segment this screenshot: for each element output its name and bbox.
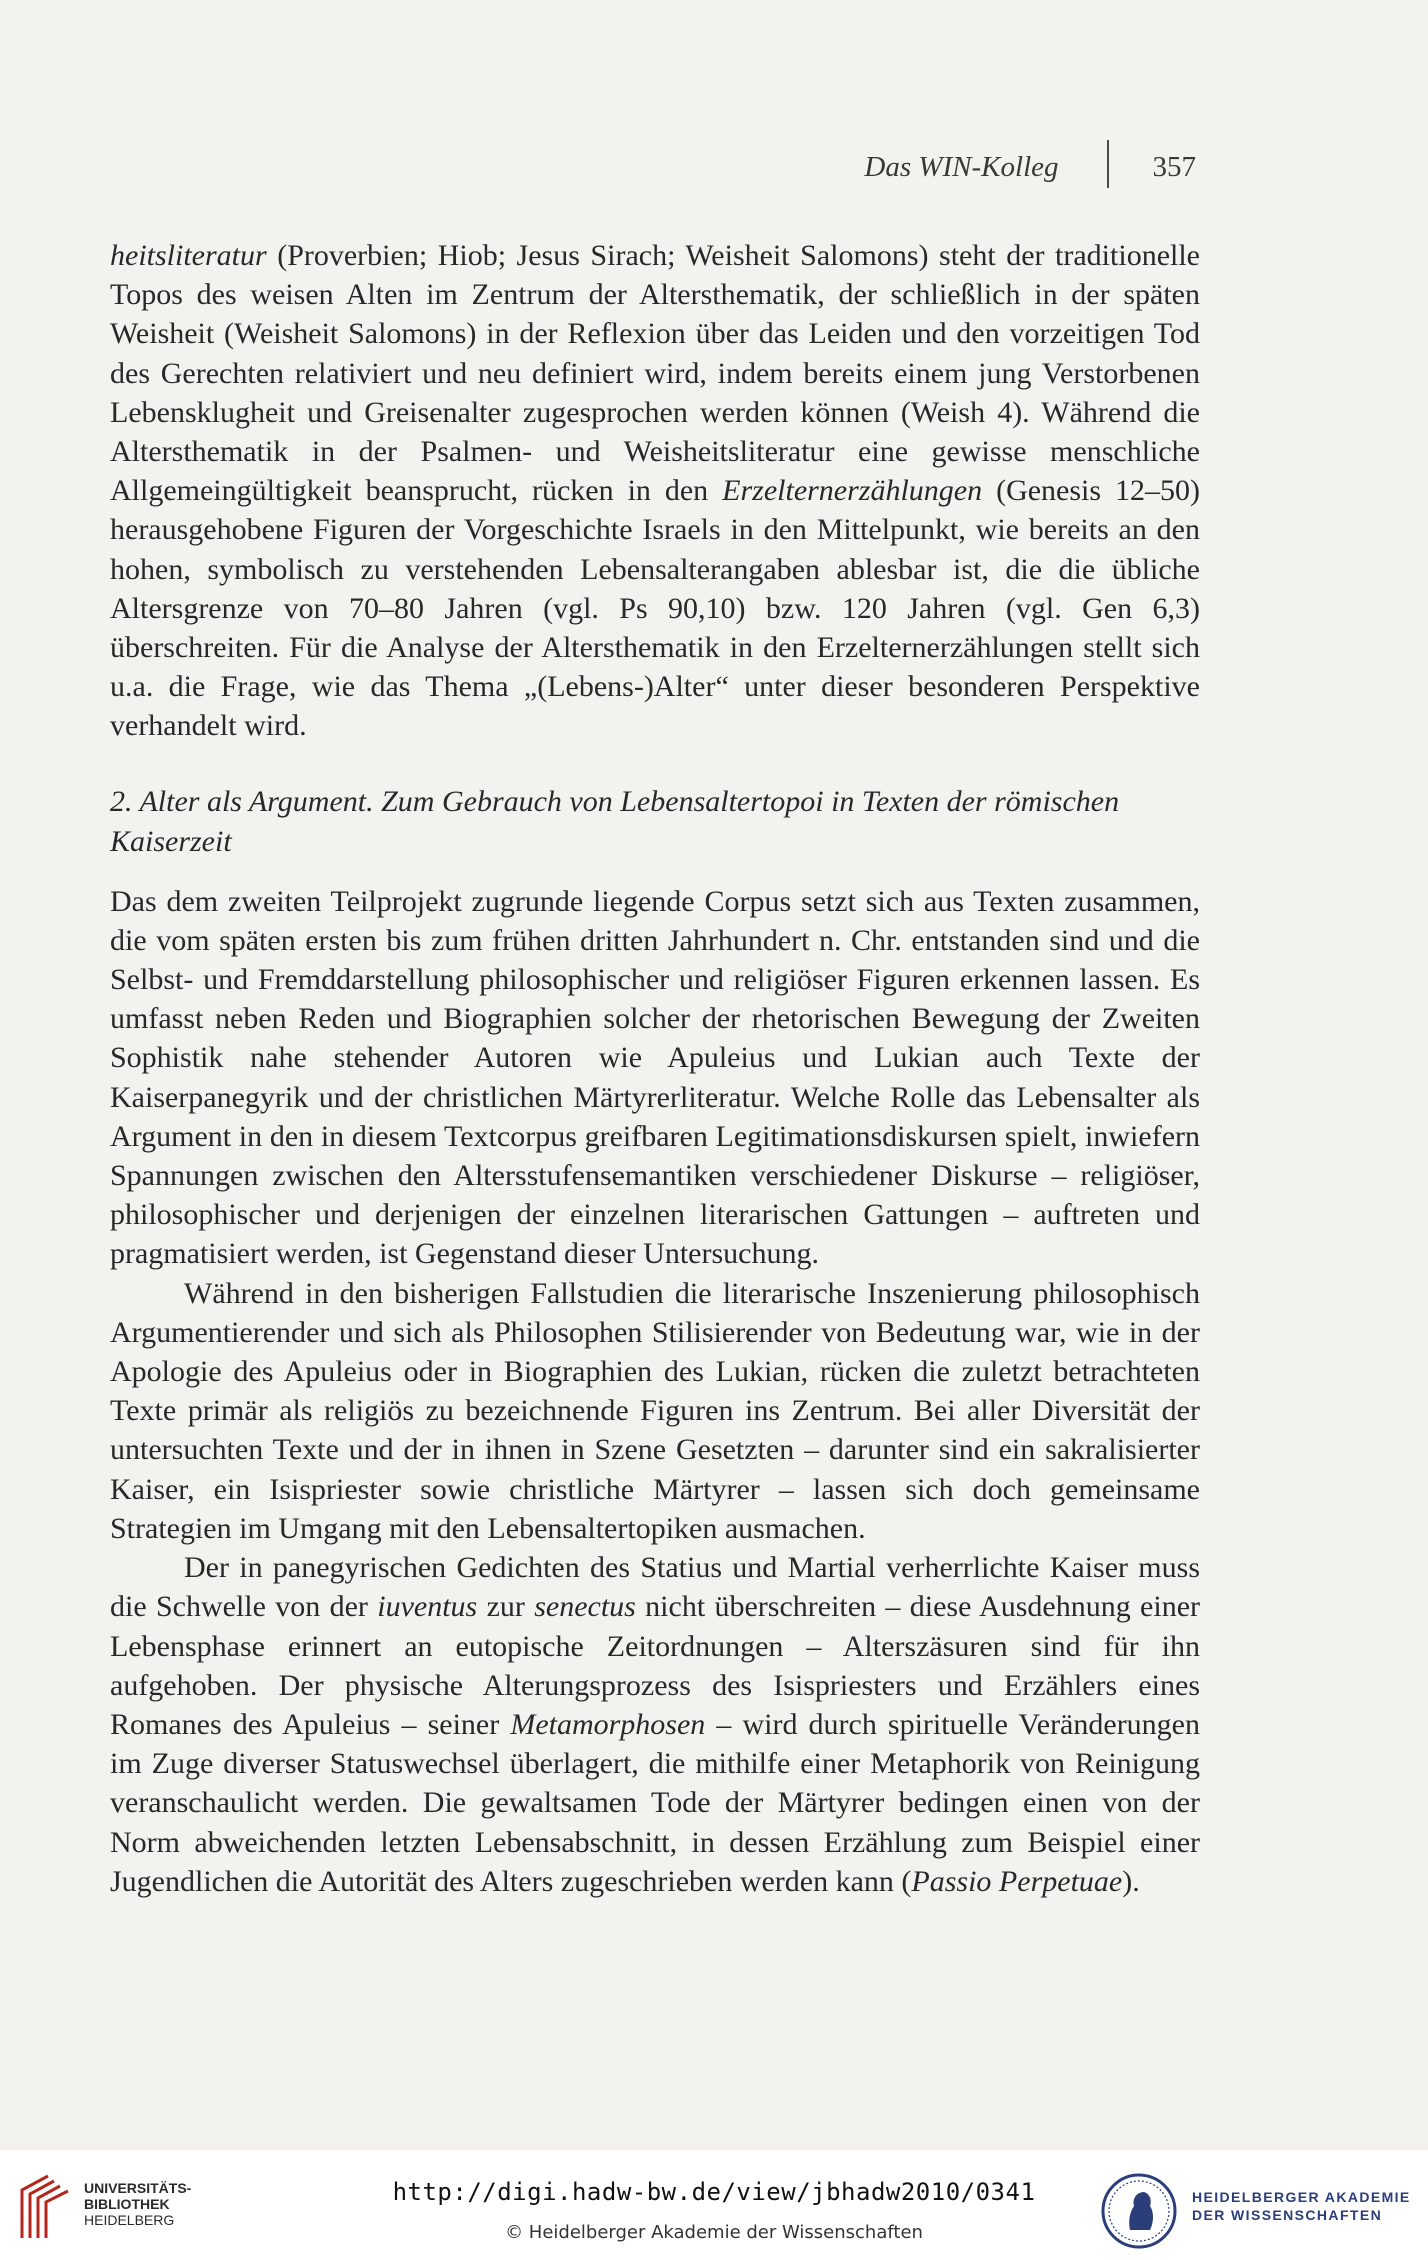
running-head-divider bbox=[1107, 140, 1109, 188]
paragraph bbox=[110, 1548, 1200, 1901]
library-name-line-1: UNIVERSITÄTS- bbox=[84, 2180, 192, 2196]
page-number: 357 bbox=[1152, 151, 1196, 183]
text-run: ). bbox=[1122, 1864, 1140, 1898]
text-run: – wird durch spirituelle Veränderungen im Zuge diverser Statuswechsel überlagert, die mithilfe einer Metaphorik von Reinigung veranschaulicht werden. Die gewaltsamen Tode der Märtyrer bedingen einen von der Norm abweichenden letzten Lebensabschnitt, in dessen Erzählung zum Beispiel einer Jugendlichen die Autorität des Alters zugeschrieben werden kann ( bbox=[110, 1707, 1200, 1898]
italic-text: Passio Perpetuae bbox=[911, 1864, 1123, 1898]
italic-text: iuventus bbox=[377, 1590, 478, 1624]
digitization-footer bbox=[0, 2150, 1428, 2260]
permalink-url[interactable]: http://digi.hadw-bw.de/view/jbhadw2010/0341 bbox=[392, 2178, 1036, 2206]
text-run: (Proverbien; Hiob; Jesus Sirach; Weisheit Salomons) steht der traditionelle Topos des weisen Alten im Zentrum der Altersthematik, der schließlich in der späten Weisheit (Weisheit Salomons) in der Reflexion über das Leiden und den vorzeitigen Tod des Gerechten relativiert und neu definiert wird, indem bereits einem jung Verstorbenen Lebensklugheit und Greisenalter zugesprochen werden können (Weish 4). Während die Altersthematik in der Psalmen- und Weisheitsliteratur eine gewisse menschliche Allgemeingültigkeit beansprucht, rücken in den bbox=[110, 239, 1200, 508]
section-heading bbox=[110, 782, 1200, 862]
library-name-line-3: HEIDELBERG bbox=[84, 2212, 175, 2228]
text-run: Während in den bisherigen Fallstudien die literarische Inszenierung philosophisch Argumentierender und sich als Philosophen Stilisierender von Bedeutung war, wie in der Apologie des Apuleius oder in Biographien des Lukian, rücken die zuletzt betrachteten Texte primär als religiös zu bezeichnende Figuren ins Zentrum. Bei aller Diversität der untersuchten Texte und der in ihnen in Szene Gesetzten – darunter sind ein sakralisierter Kaiser, ein Isispriester sowie christliche Märtyrer – lassen sich doch gemeinsame Strategien im Umgang mit den Lebensaltertopiken ausmachen. bbox=[110, 1276, 1200, 1545]
text-run: zur bbox=[477, 1590, 535, 1624]
academy-name-line-2: DER WISSENSCHAFTEN bbox=[1192, 2207, 1383, 2223]
academy-seal-icon bbox=[1100, 2172, 1178, 2250]
running-head bbox=[864, 140, 1196, 188]
italic-text: 2. Alter als Argument. Zum Gebrauch von Lebensaltertopoi in Texten der römischen Kaiserzeit bbox=[110, 784, 1120, 858]
text-run: Der in panegyrischen Gedichten des Statius und Martial verherrlichte Kaiser muss die Schwelle von der bbox=[110, 1551, 1200, 1624]
italic-text: Erzelternerzählungen bbox=[722, 474, 983, 508]
text-run: nicht überschreiten – diese Ausdehnung einer Lebensphase erinnert an eutopische Zeitordnungen – Alterszäsuren sind für ihn aufgehoben. Der physische Alterungsprozess des Isispriesters und Erzählers eines Romanes des Apuleius – seiner bbox=[110, 1590, 1200, 1741]
text-run: (Genesis 12–50) herausgehobene Figuren der Vorgeschichte Israels in den Mittelpunkt, wie bereits an den hohen, symbolisch zu verstehenden Lebensalterangaben ablesbar ist, die die übliche Altersgrenze von 70–80 Jahren (vgl. Ps 90,10) bzw. 120 Jahren (vgl. Gen 6,3) überschreiten. Für die Analyse der Altersthematik in den Erzelternerzählungen stellt sich u.a. die Frage, wie das Thema „(Lebens-)Alter“ unter dieser besonderen Perspektive verhandelt wird. bbox=[110, 474, 1201, 743]
italic-text: Metamorphosen bbox=[510, 1707, 706, 1741]
italic-text: senectus bbox=[534, 1590, 636, 1624]
copyright-notice: © Heidelberger Akademie der Wissenschaften bbox=[505, 2222, 923, 2243]
text-run: Das dem zweiten Teilprojekt zugrunde liegende Corpus setzt sich aus Texten zusammen, die vom späten ersten bis zum frühen dritten Jahrhundert n. Chr. entstanden sind und die Selbst- und Fremddarstellung philosophischer und religiöser Figuren erkennen lassen. Es umfasst neben Reden und Biographien solcher der rhetorischen Bewegung der Zweiten Sophistik nahe stehender Autoren wie Apuleius und Lukian auch Texte der Kaiserpanegyrik und der christlichen Märtyrerliteratur. Welche Rolle das Lebensalter als Argument in den in diesem Textcorpus greifbaren Legitimationsdiskursen spielt, inwiefern Spannungen zwischen den Altersstufensemantiken verschiedener Diskurse – religiöser, philosophischer und derjenigen der einzelnen literarischen Gattungen – auftreten und pragmatisiert werden, ist Gegenstand dieser Untersuchung. bbox=[110, 884, 1200, 1271]
library-name-line-2: BIBLIOTHEK bbox=[84, 2196, 170, 2212]
running-head-title: Das WIN-Kolleg bbox=[864, 151, 1059, 183]
paragraph bbox=[110, 1274, 1200, 1548]
academy-name-line-1: HEIDELBERGER AKADEMIE bbox=[1192, 2189, 1411, 2205]
italic-text: heitsliteratur bbox=[110, 239, 267, 272]
paragraph bbox=[110, 882, 1200, 1274]
body-text bbox=[110, 236, 1200, 1901]
paragraph bbox=[110, 236, 1200, 746]
academy-name bbox=[1192, 2188, 1411, 2224]
